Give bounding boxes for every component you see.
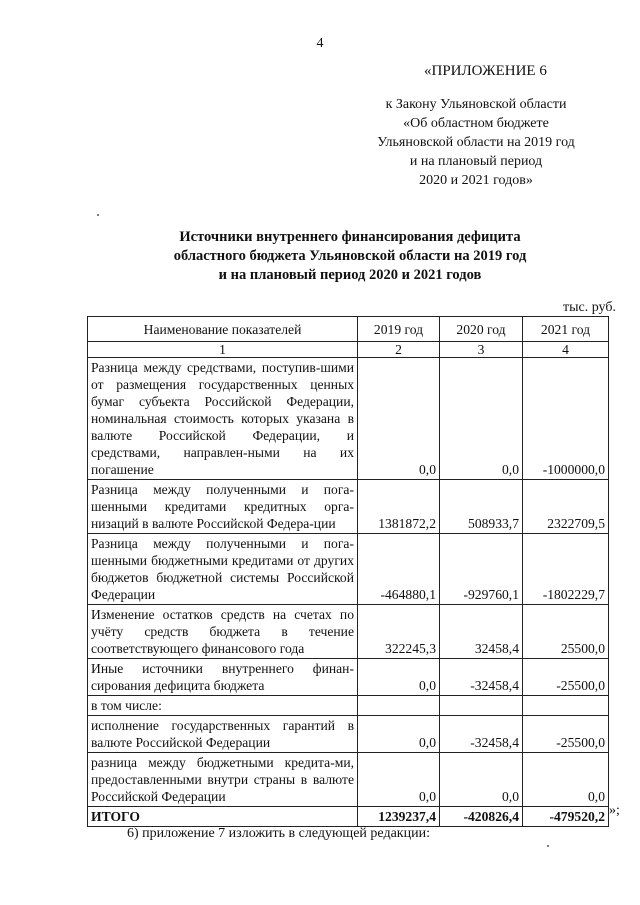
value-2019: 322245,3	[358, 605, 440, 659]
column-index: 2	[358, 342, 440, 358]
page-number: 4	[316, 36, 324, 51]
scan-speck	[547, 845, 549, 847]
value-2019: 0,0	[358, 716, 440, 753]
total-label: ИТОГО	[88, 807, 358, 827]
law-reference-line: к Закону Ульяновской области	[385, 97, 567, 112]
table-row	[88, 659, 609, 696]
value-2021: -1000000,0	[523, 358, 609, 480]
table-row	[88, 716, 609, 753]
total-2021: -479520,2	[523, 807, 609, 827]
value-2019: 0,0	[358, 753, 440, 807]
table-row	[88, 534, 609, 605]
law-reference	[336, 95, 616, 190]
amendment-text: 6) приложение 7 изложить в следующей редакции:	[127, 826, 430, 841]
total-2019: 1239237,4	[358, 807, 440, 827]
value-2019	[358, 696, 440, 716]
row-name: Разница между полученными и пога-шенными бюджетными кредитами от других бюджетов бюджетной системы Российской Федерации	[88, 534, 358, 605]
document-title-line: областного бюджета Ульяновской области на 2019 год	[173, 248, 527, 264]
table-header-row	[88, 317, 609, 342]
value-2021: 25500,0	[523, 605, 609, 659]
value-2020: -32458,4	[440, 659, 523, 696]
row-name: в том числе:	[88, 696, 358, 716]
value-2019: 1381872,2	[358, 480, 440, 534]
law-reference-line: Ульяновской области на 2019 год	[377, 135, 575, 150]
value-2020	[440, 696, 523, 716]
document-title	[60, 228, 640, 285]
total-row	[88, 807, 609, 827]
units-label: тыс. руб.	[563, 300, 616, 315]
row-name: Изменение остатков средств на счетах по учёту средств бюджета в течение соответствующего финансового года	[88, 605, 358, 659]
value-2019: 0,0	[358, 358, 440, 480]
row-name: Разница между средствами, поступив-шими от размещения государственных ценных бумаг субъекта Российской Федерации, номинальная стоимость которых указана в валюте Российской Федерации, и средствами, направлен-ными на их погашение	[88, 358, 358, 480]
row-name: исполнение государственных гарантий в валюте Российской Федерации	[88, 716, 358, 753]
column-index-row	[88, 342, 609, 358]
table-row	[88, 605, 609, 659]
value-2021: 2322709,5	[523, 480, 609, 534]
value-2021: 0,0	[523, 753, 609, 807]
document-title-line: и на плановый период 2020 и 2021 годов	[218, 267, 482, 283]
table-row	[88, 753, 609, 807]
column-index: 1	[88, 342, 358, 358]
value-2021	[523, 696, 609, 716]
document-title-line: Источники внутреннего финансирования дефицита	[179, 229, 521, 245]
appendix-title: «ПРИЛОЖЕНИЕ 6	[424, 63, 547, 79]
value-2019: -464880,1	[358, 534, 440, 605]
value-2020: 0,0	[440, 358, 523, 480]
value-2020: 32458,4	[440, 605, 523, 659]
law-reference-line: 2020 и 2021 годов»	[419, 173, 533, 188]
table-row	[88, 480, 609, 534]
value-2020: -32458,4	[440, 716, 523, 753]
value-2021: -25500,0	[523, 716, 609, 753]
value-2020: 508933,7	[440, 480, 523, 534]
row-name: Иные источники внутреннего финан-сирования дефицита бюджета	[88, 659, 358, 696]
law-reference-line: и на плановый период	[409, 154, 543, 169]
total-2020: -420826,4	[440, 807, 523, 827]
header-indicator-name: Наименование показателей	[88, 317, 358, 342]
table-row	[88, 696, 609, 716]
value-2021: -25500,0	[523, 659, 609, 696]
row-name: Разница между полученными и пога-шенными кредитами кредитных орга-низаций в валюте Российской Федера-ции	[88, 480, 358, 534]
financing-sources-table	[87, 316, 609, 827]
scan-speck	[97, 214, 99, 216]
value-2021: -1802229,7	[523, 534, 609, 605]
column-index: 4	[523, 342, 609, 358]
closing-quote: »;	[609, 803, 620, 818]
row-name: разница между бюджетными кредита-ми, предоставленными внутри страны в валюте Российской Федерации	[88, 753, 358, 807]
law-reference-line: «Об областном бюджете	[403, 116, 549, 131]
column-index: 3	[440, 342, 523, 358]
header-2020: 2020 год	[440, 317, 523, 342]
value-2020: -929760,1	[440, 534, 523, 605]
table-row	[88, 358, 609, 480]
value-2020: 0,0	[440, 753, 523, 807]
value-2019: 0,0	[358, 659, 440, 696]
header-2019: 2019 год	[358, 317, 440, 342]
header-2021: 2021 год	[523, 317, 609, 342]
